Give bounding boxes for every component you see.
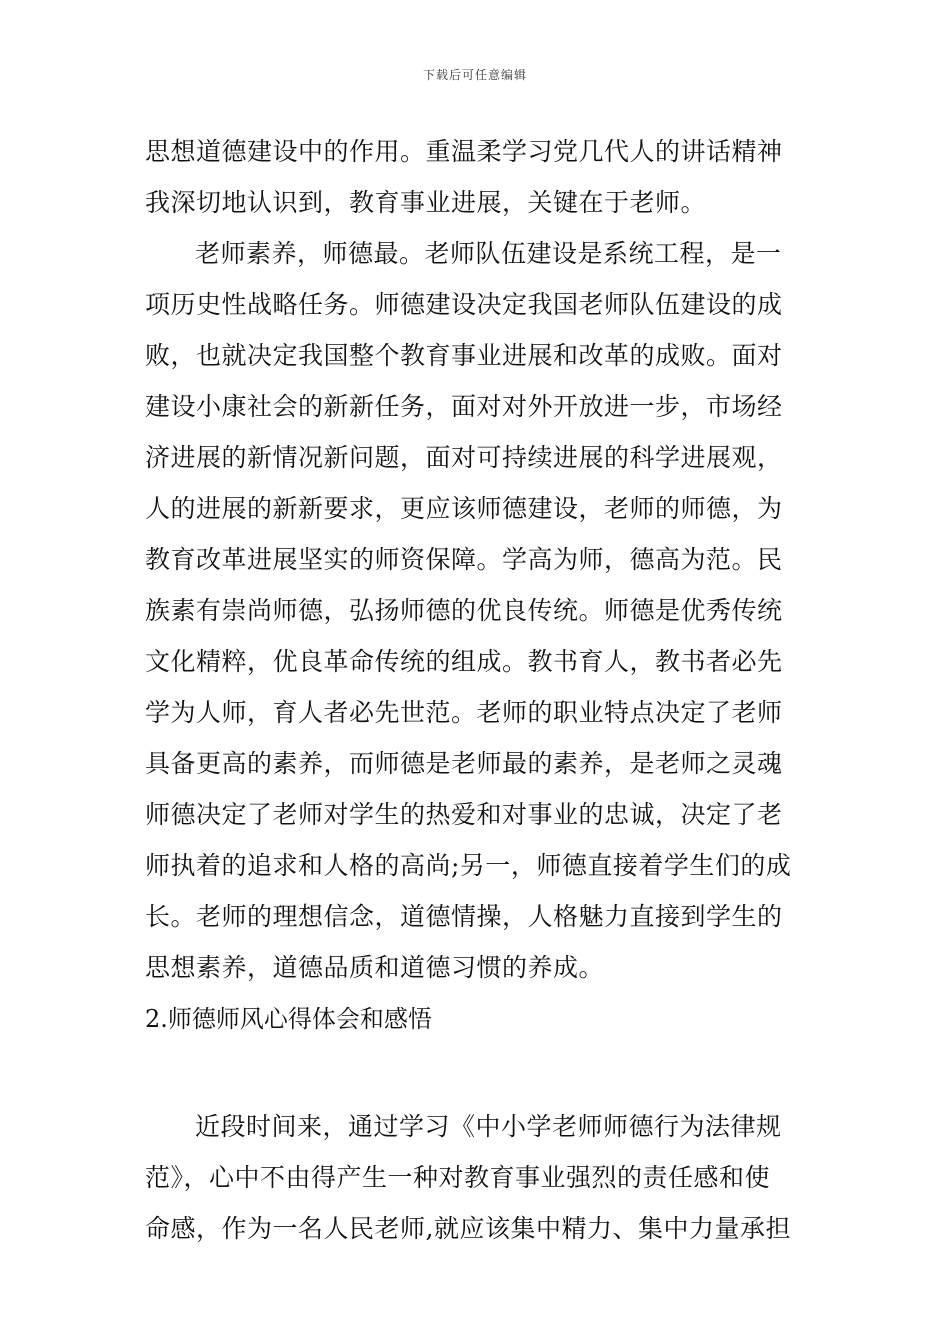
text-line: 老师素养，师德最。老师队伍建设是系统工程，是一 — [195, 239, 782, 268]
text-line: 师德决定了老师对学生的热爱和对事业的忠诚，决定了老 — [145, 800, 783, 829]
text-line: 范》，心中不由得产生一种对教育事业强烈的责任感和使 — [145, 1163, 771, 1192]
text-line: 长。老师的理想信念，道德情操，人格魅力直接到学生的 — [145, 902, 783, 931]
blank-spacer — [145, 1045, 805, 1101]
text-line: 具备更高的素养，而师德是老师最的素养，是老师之灵魂 — [145, 749, 783, 778]
text-line: 我深切地认识到，教育事业进展，关键在于老师。 — [145, 188, 707, 217]
text-line: 教育改革进展坚实的师资保障。学高为师，德高为范。民 — [145, 545, 783, 574]
document-body — [145, 126, 805, 1254]
text-line: 济进展的新情况新问题，面对可持续进展的科学进展观， — [145, 443, 783, 472]
text-line: 文化精粹，优良革命传统的组成。教书育人，教书者必先 — [145, 647, 783, 676]
text-line: 近段时间来，通过学习《中小学老师师德行为法律规 — [195, 1112, 782, 1141]
text-line: 学为人师，育人者必先世范。老师的职业特点决定了老师 — [145, 698, 783, 727]
text-line: 思想素养，道德品质和道德习惯的养成。 — [145, 953, 605, 982]
text-line: 族素有崇尚师德，弘扬师德的优良传统。师德是优秀传统 — [145, 596, 783, 625]
paragraph-3 — [145, 1101, 805, 1254]
text-line: 师执着的追求和人格的高尚;另一，师德直接着学生们的成 — [145, 851, 792, 880]
text-line: 命感，作为一名人民老师,就应该集中精力、集中力量承担 — [145, 1214, 791, 1243]
text-line: 思想道德建设中的作用。重温柔学习党几代人的讲话精神 — [145, 137, 783, 166]
page-header: 下载后可任意编辑 — [422, 68, 527, 82]
text-line: 项历史性战略任务。师德建设决定我国老师队伍建设的成 — [145, 290, 783, 319]
text-line: 人的进展的新新要求，更应该师德建设，老师的师德，为 — [145, 494, 783, 523]
paragraph-1 — [145, 126, 805, 228]
text-line: 败，也就决定我国整个教育事业进展和改革的成败。面对 — [145, 341, 783, 370]
text-line: 建设小康社会的新新任务，面对对外开放进一步，市场经 — [145, 392, 783, 421]
paragraph-2 — [145, 228, 805, 993]
section-heading: 2.师德师风心得体会和感悟 — [145, 1005, 432, 1033]
